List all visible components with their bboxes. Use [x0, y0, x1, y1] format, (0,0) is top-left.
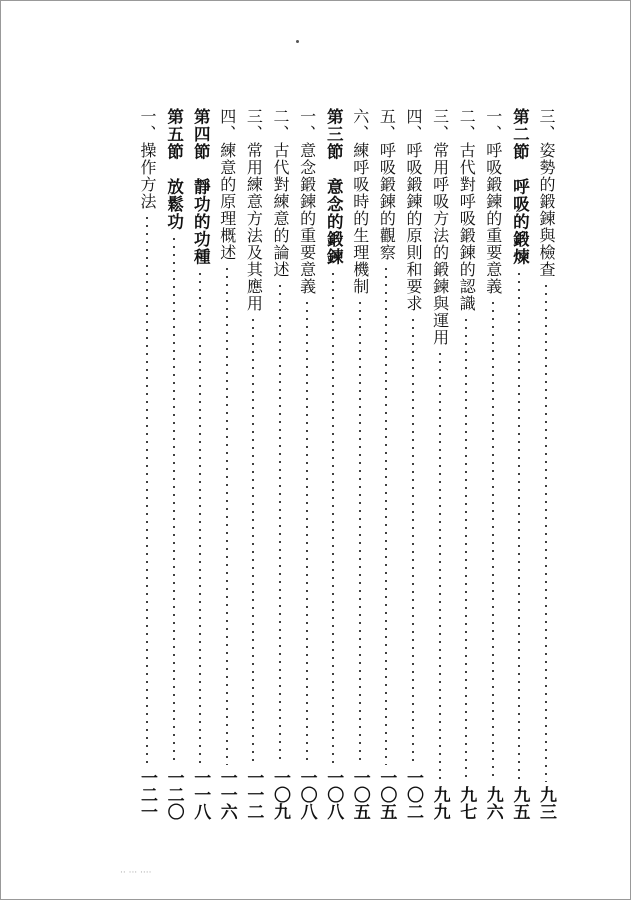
toc-entry-title: 四、呼吸鍛鍊的原則和要求 [404, 108, 423, 312]
toc-page-number: 一二〇 [163, 769, 184, 820]
toc-page-number: 一〇九 [270, 769, 290, 820]
toc-section-entry[interactable] [188, 108, 212, 820]
toc-section-entry[interactable] [162, 108, 186, 820]
dot-leader [385, 265, 387, 765]
dot-leader [146, 214, 148, 765]
dot-leader [518, 270, 520, 783]
dot-leader [173, 235, 175, 766]
toc-entry[interactable] [454, 108, 478, 820]
toc-section-entry[interactable] [507, 108, 531, 820]
toc-section-entry[interactable] [321, 108, 345, 820]
dot-leader [465, 316, 467, 782]
toc-entry-title: 二、古代對呼吸鍛鍊的認識 [457, 108, 477, 312]
toc-entry-title: 三、常用呼吸方法的鍛鍊與運用 [430, 108, 450, 346]
toc-entry[interactable] [481, 108, 505, 820]
dot-leader [412, 316, 414, 765]
toc-entry-title: 第二節 呼吸的鍛煉 [510, 108, 530, 266]
toc-entry[interactable] [401, 108, 425, 820]
toc-page-number: 九七 [456, 786, 477, 820]
toc-entry[interactable] [241, 108, 265, 820]
dot-leader [199, 270, 201, 766]
toc-entry-title: 二、古代對練意的論述 [271, 108, 290, 278]
dot-leader [252, 316, 254, 765]
toc-entry[interactable] [348, 108, 372, 820]
table-of-contents [0, 108, 631, 828]
dot-leader [359, 299, 361, 765]
toc-entry[interactable] [374, 108, 398, 820]
bottom-scan-mark: ·· ··· ···· [120, 868, 152, 878]
toc-page-number: 一〇二 [403, 769, 423, 820]
dot-leader [492, 299, 494, 782]
toc-entry[interactable] [135, 108, 159, 820]
toc-entry[interactable] [428, 108, 452, 820]
toc-entry[interactable] [215, 108, 239, 820]
toc-entry-title: 四、練意的原理概述 [217, 108, 237, 261]
toc-page-number: 一一六 [216, 769, 237, 820]
dot-leader [306, 299, 308, 765]
toc-page-number: 一二一 [137, 769, 157, 820]
toc-entry-title: 第四節 靜功的功種 [191, 108, 211, 266]
toc-entry-title: 一、呼吸鍛鍊的重要意義 [483, 108, 503, 295]
toc-entry-title: 一、操作方法 [138, 108, 157, 210]
toc-page-number: 一一二 [243, 769, 264, 820]
toc-entry[interactable] [295, 108, 319, 820]
toc-page-number: 一〇八 [323, 769, 344, 820]
toc-entry[interactable] [268, 108, 292, 820]
toc-entry-title: 第五節 放鬆功 [164, 108, 184, 231]
toc-page-number: 九三 [536, 786, 556, 820]
dot-leader [279, 282, 281, 765]
toc-page-number: 九九 [429, 786, 450, 820]
toc-entry-title: 第三節 意念的鍛鍊 [324, 108, 344, 266]
dot-leader [545, 282, 547, 782]
top-dot-mark [296, 40, 299, 43]
toc-page-number: 一〇五 [349, 769, 370, 820]
toc-entry[interactable] [534, 108, 558, 820]
toc-entry-title: 五、呼吸鍛鍊的觀察 [377, 108, 397, 261]
dot-leader [439, 350, 441, 782]
toc-page-number: 一一八 [190, 769, 211, 820]
toc-entry-title: 六、練呼吸時的生理機制 [350, 108, 370, 295]
dot-leader [226, 265, 228, 765]
toc-page-number: 一〇八 [296, 769, 317, 820]
toc-page-number: 一〇五 [376, 769, 397, 820]
toc-entry-title: 三、常用練意方法及其應用 [244, 108, 264, 312]
toc-page-number: 九六 [482, 786, 503, 820]
dot-leader [332, 270, 334, 766]
toc-entry-title: 一、意念鍛鍊的重要意義 [297, 108, 317, 295]
toc-entry-title: 三、姿勢的鍛鍊與檢查 [537, 108, 556, 278]
toc-page-number: 九五 [509, 786, 530, 820]
